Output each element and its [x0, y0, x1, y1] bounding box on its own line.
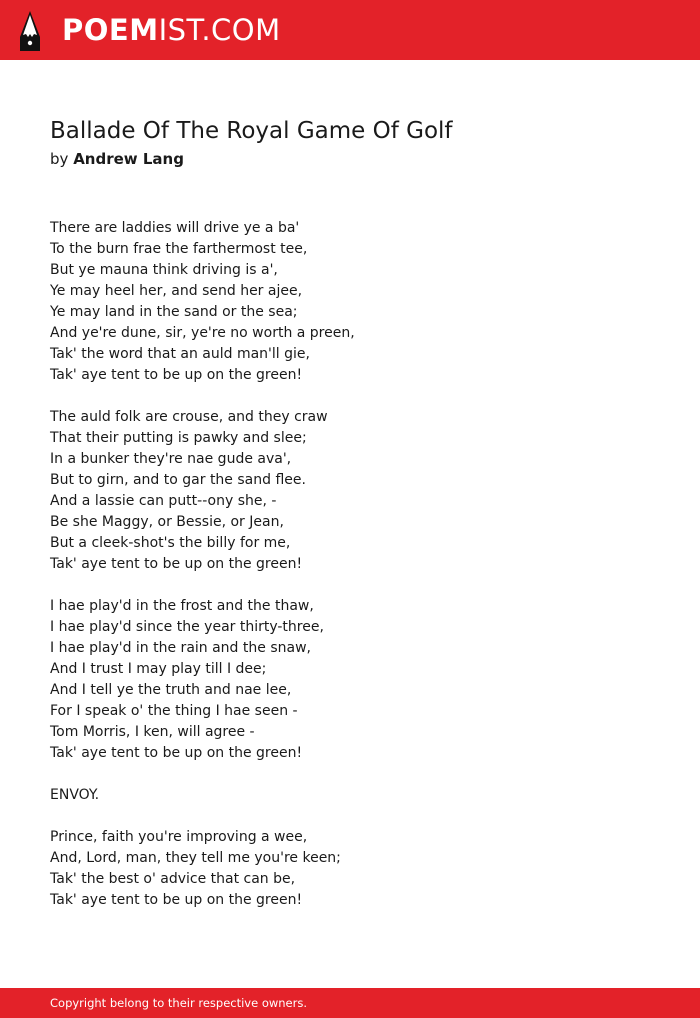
- stanza-2: [50, 407, 650, 575]
- author-name: Andrew Lang: [73, 150, 184, 168]
- poem-body: [50, 218, 650, 932]
- stanza-envoy-heading: [50, 785, 650, 806]
- poem-line: I hae play'd in the frost and the thaw,: [50, 598, 314, 614]
- poem-line: And I trust I may play till I dee;: [50, 661, 267, 677]
- poem-byline: [50, 148, 184, 170]
- poem-line: Tom Morris, I ken, will agree -: [50, 724, 255, 740]
- poem-line: I hae play'd in the rain and the snaw,: [50, 640, 311, 656]
- site-footer: [0, 988, 700, 1018]
- poem-line: And a lassie can putt--ony she, -: [50, 493, 277, 509]
- poem-line: Ye may heel her, and send her ajee,: [50, 283, 303, 299]
- poem-line: There are laddies will drive ye a ba': [50, 220, 300, 236]
- poem-line: Tak' the best o' advice that can be,: [50, 871, 296, 887]
- site-logo-text[interactable]: [62, 12, 281, 48]
- poem-line: For I speak o' the thing I hae seen -: [50, 703, 298, 719]
- poem-line: The auld folk are crouse, and they craw: [50, 409, 328, 425]
- copyright-notice: Copyright belong to their respective owners.: [50, 996, 308, 1010]
- poem-line: But to girn, and to gar the sand flee.: [50, 472, 306, 488]
- brand-light: IST.COM: [158, 13, 281, 47]
- poem-line: Tak' aye tent to be up on the green!: [50, 892, 303, 908]
- by-label: by: [50, 150, 69, 168]
- poem-line: And I tell ye the truth and nae lee,: [50, 682, 292, 698]
- poem-title: Ballade Of The Royal Game Of Golf: [50, 118, 453, 144]
- poem-line: But ye mauna think driving is a',: [50, 262, 278, 278]
- poem-line: And ye're dune, sir, ye're no worth a preen,: [50, 325, 355, 341]
- poem-line: And, Lord, man, they tell me you're keen;: [50, 850, 341, 866]
- poem-line: Ye may land in the sand or the sea;: [50, 304, 298, 320]
- pen-nib-icon: [18, 10, 42, 52]
- poem-line: Be she Maggy, or Bessie, or Jean,: [50, 514, 284, 530]
- poem-line: Tak' aye tent to be up on the green!: [50, 745, 303, 761]
- poem-line: Tak' aye tent to be up on the green!: [50, 556, 303, 572]
- poem-line: Prince, faith you're improving a wee,: [50, 829, 308, 845]
- poem-line: To the burn frae the farthermost tee,: [50, 241, 308, 257]
- poem-line: That their putting is pawky and slee;: [50, 430, 307, 446]
- poem-line: In a bunker they're nae gude ava',: [50, 451, 292, 467]
- poem-line: Tak' the word that an auld man'll gie,: [50, 346, 310, 362]
- stanza-envoy: [50, 827, 650, 911]
- site-header: [0, 0, 700, 60]
- brand-bold: POEM: [62, 13, 159, 47]
- poem-line: I hae play'd since the year thirty-three,: [50, 619, 324, 635]
- poem-line: But a cleek-shot's the billy for me,: [50, 535, 291, 551]
- envoy-heading: ENVOY.: [50, 787, 100, 803]
- poem-line: Tak' aye tent to be up on the green!: [50, 367, 303, 383]
- stanza-3: [50, 596, 650, 764]
- stanza-1: [50, 218, 650, 386]
